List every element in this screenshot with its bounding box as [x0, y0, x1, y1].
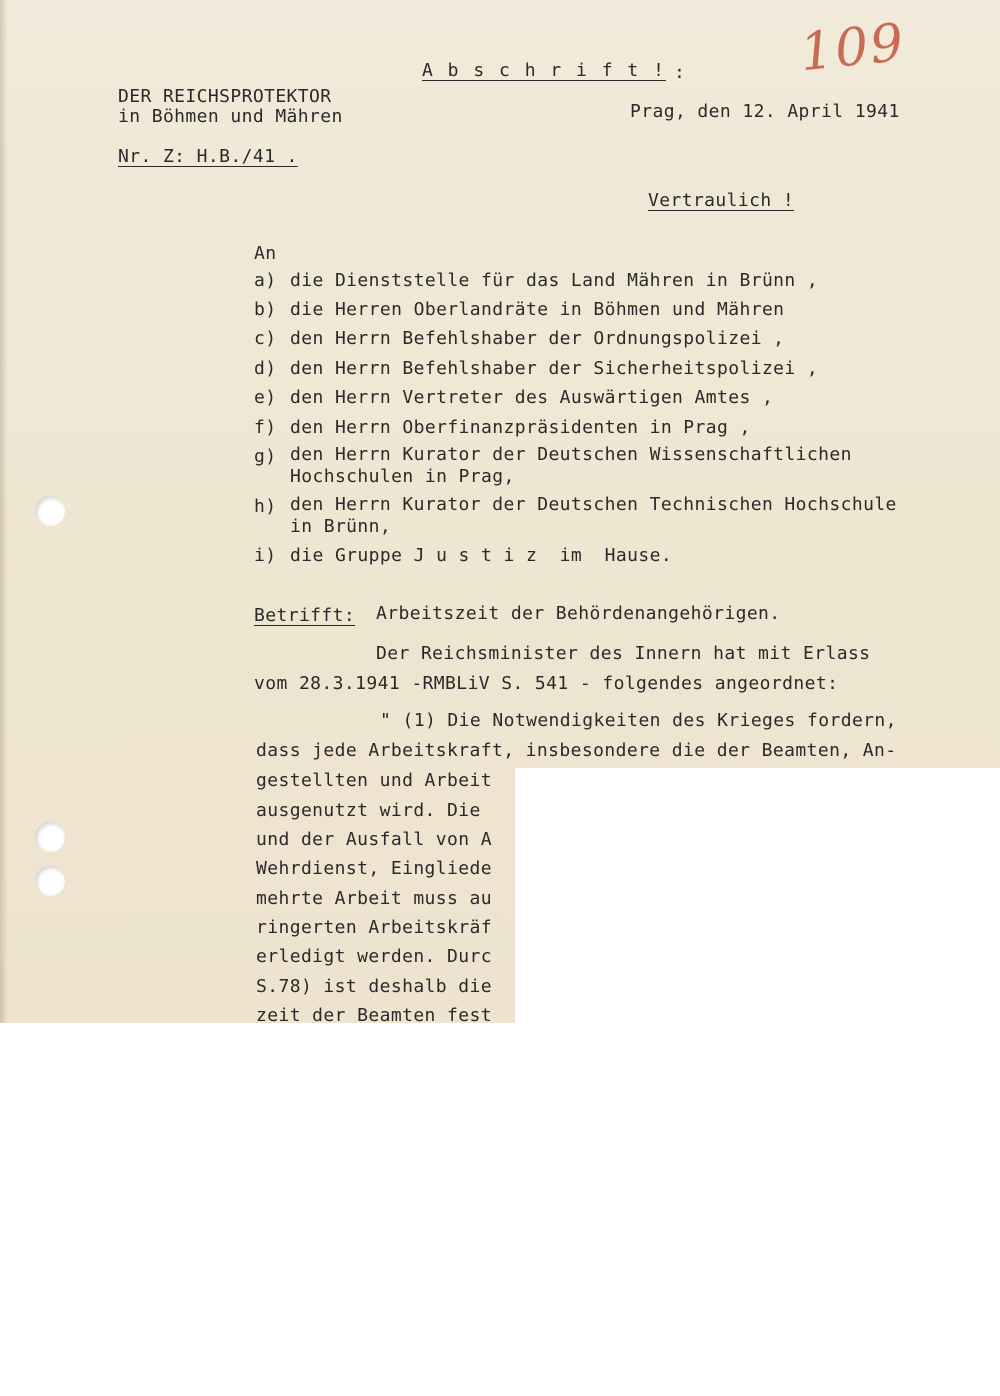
- recipient-text: die Gruppe J u s t i z im Hause.: [290, 545, 673, 566]
- quote-line: ringerten Arbeitskräf: [256, 917, 492, 938]
- recipient-letter: b): [254, 299, 277, 320]
- recipients-heading: An: [254, 243, 277, 264]
- quote-line: zeit der Beamten fest: [256, 1005, 492, 1023]
- recipient-letter: a): [254, 270, 277, 291]
- recipient-text: den Herrn Vertreter des Auswärtigen Amtes ,: [290, 387, 774, 408]
- recipient-text-continued: Hochschulen in Prag,: [290, 466, 515, 487]
- authority-line-2: in Böhmen und Mähren: [118, 106, 343, 127]
- quote-line: und der Ausfall von A: [256, 829, 492, 850]
- body-paragraph-line: Der Reichsminister des Innern hat mit Erlass: [376, 643, 871, 664]
- recipient-text: die Herren Oberlandräte in Böhmen und Mähren: [290, 299, 785, 320]
- body-paragraph-line: vom 28.3.1941 -RMBLiV S. 541 - folgendes angeordnet:: [254, 673, 839, 694]
- recipient-letter: i): [254, 545, 277, 566]
- recipient-letter: d): [254, 358, 277, 379]
- recipient-text: den Herrn Befehlshaber der Ordnungspolizei ,: [290, 328, 785, 349]
- authority-line-1: DER REICHSPROTEKTOR: [118, 86, 332, 107]
- subject-label: Betrifft:: [254, 605, 356, 626]
- recipient-text: den Herrn Kurator der Deutschen Wissenschaftlichen: [290, 444, 852, 465]
- blank-cutout-region: [515, 768, 1000, 1023]
- place-date: Prag, den 12. April 1941: [630, 101, 900, 122]
- punch-hole-lower: [35, 866, 65, 896]
- quote-line: gestellten und Arbeit: [256, 770, 492, 791]
- recipient-text: die Dienststelle für das Land Mähren in Brünn ,: [290, 270, 819, 291]
- recipient-letter: c): [254, 328, 277, 349]
- reference-number: Nr. Z: H.B./41 .: [118, 146, 298, 167]
- quote-line: dass jede Arbeitskraft, insbesondere die der Beamten, An-: [256, 740, 897, 761]
- recipient-text: den Herrn Oberfinanzpräsidenten in Prag ,: [290, 417, 751, 438]
- recipient-letter: e): [254, 387, 277, 408]
- recipient-letter: g): [254, 446, 277, 467]
- copy-mark-suffix: :: [674, 62, 686, 83]
- quote-line: mehrte Arbeit muss au: [256, 888, 492, 909]
- page-edge-shadow: [0, 0, 8, 1023]
- quote-line: Wehrdienst, Eingliede: [256, 858, 492, 879]
- quote-line: ausgenutzt wird. Die: [256, 800, 481, 821]
- recipient-letter: h): [254, 496, 277, 517]
- quote-line: " (1) Die Notwendigkeiten des Krieges fordern,: [380, 710, 897, 731]
- copy-mark: A b s c h r i f t !: [422, 60, 666, 81]
- recipient-text: den Herrn Befehlshaber der Sicherheitspolizei ,: [290, 358, 819, 379]
- classification-stamp: Vertraulich !: [648, 190, 795, 211]
- quote-line: S.78) ist deshalb die: [256, 976, 492, 997]
- punch-hole-upper: [35, 496, 65, 526]
- handwritten-folio-number: 109: [797, 12, 909, 84]
- recipient-text-continued: in Brünn,: [290, 516, 392, 537]
- quote-line: erledigt werden. Durc: [256, 946, 492, 967]
- recipient-letter: f): [254, 417, 277, 438]
- subject-text: Arbeitszeit der Behördenangehörigen.: [376, 603, 781, 624]
- punch-hole-middle: [35, 822, 65, 852]
- recipient-text: den Herrn Kurator der Deutschen Technischen Hochschule: [290, 494, 897, 515]
